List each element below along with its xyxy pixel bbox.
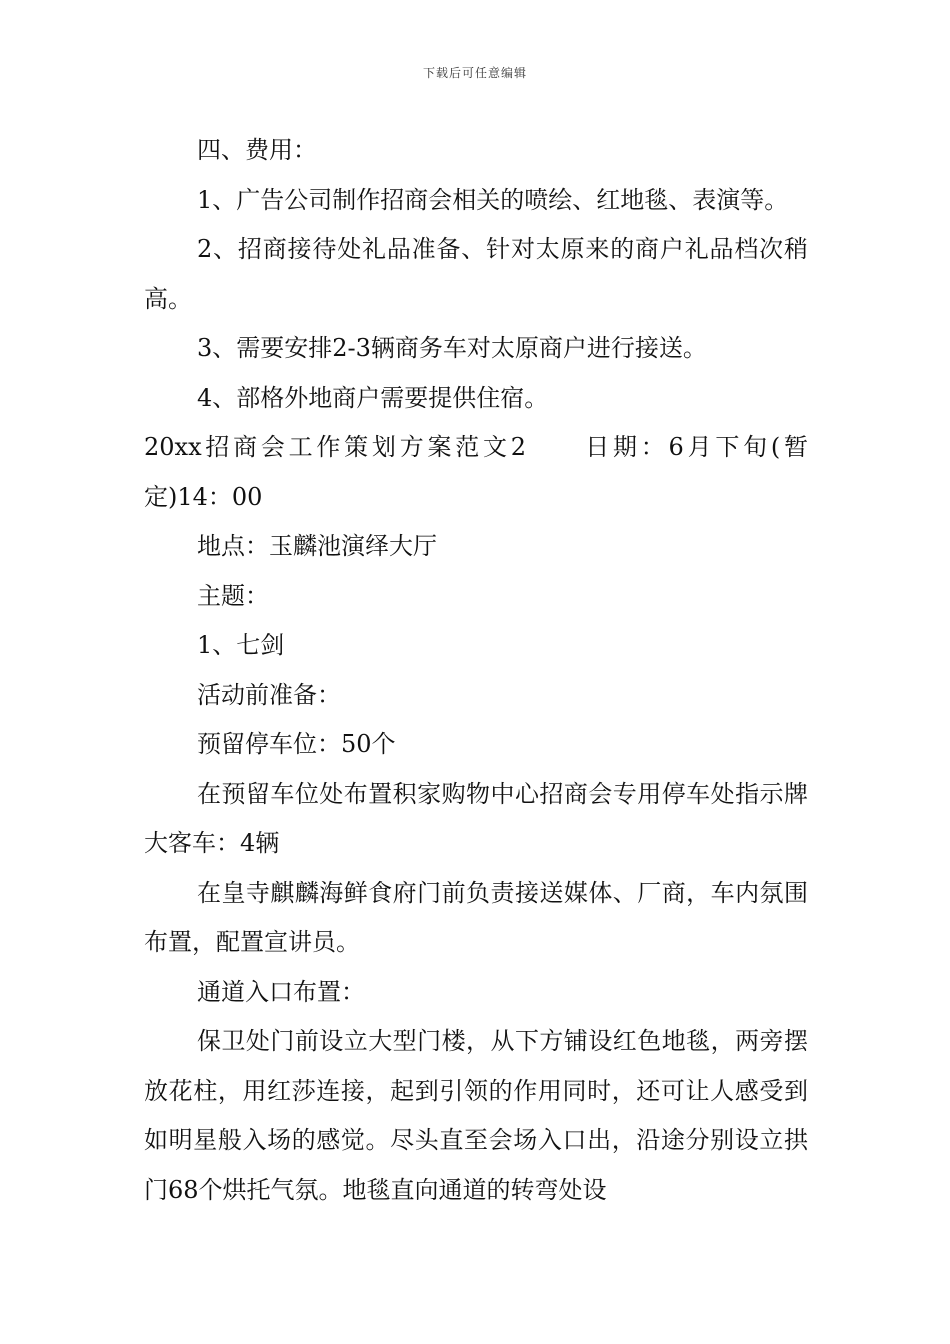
paragraph: 活动前准备： [197,680,341,709]
paragraph: 3、需要安排2-3辆商务车对太原商户进行接送。 [197,334,707,362]
paragraph: 20xx招商会工作策划方案范文2 日期：6月下旬(暂定)14：00 [144,433,808,511]
paragraph: 4、部格外地商户需要提供住宿。 [197,383,549,412]
paragraph: 在皇寺麒麟海鲜食府门前负责接送媒体、厂商，车内氛围布置，配置宣讲员。 [144,878,808,956]
paragraph: 主题： [197,581,269,610]
paragraph: 1、广告公司制作招商会相关的喷绘、红地毯、表演等。 [197,185,789,214]
paragraph: 四、费用： [197,136,317,164]
document-body [144,126,808,1215]
paragraph: 通道入口布置： [197,977,365,1006]
paragraph: 1、七剑 [197,631,285,659]
page-header-note: 下载后可任意编辑 [422,66,527,80]
paragraph: 保卫处门前设立大型门楼，从下方铺设红色地毯，两旁摆放花柱，用红莎连接，起到引领的作用同时，还可让人感受到如明星般入场的感觉。尽头直至会场入口出，沿途分别设立拱门68个烘托气氛。地毯直向通道的转弯处设 [144,1027,808,1204]
paragraph: 在预留车位处布置积家购物中心招商会专用停车处指示牌大客车：4辆 [144,779,808,857]
paragraph: 2、招商接待处礼品准备、针对太原来的商户礼品档次稍高。 [144,235,808,313]
paragraph: 地点：玉麟池演绎大厅 [197,532,437,560]
paragraph: 预留停车位：50个 [197,730,396,758]
